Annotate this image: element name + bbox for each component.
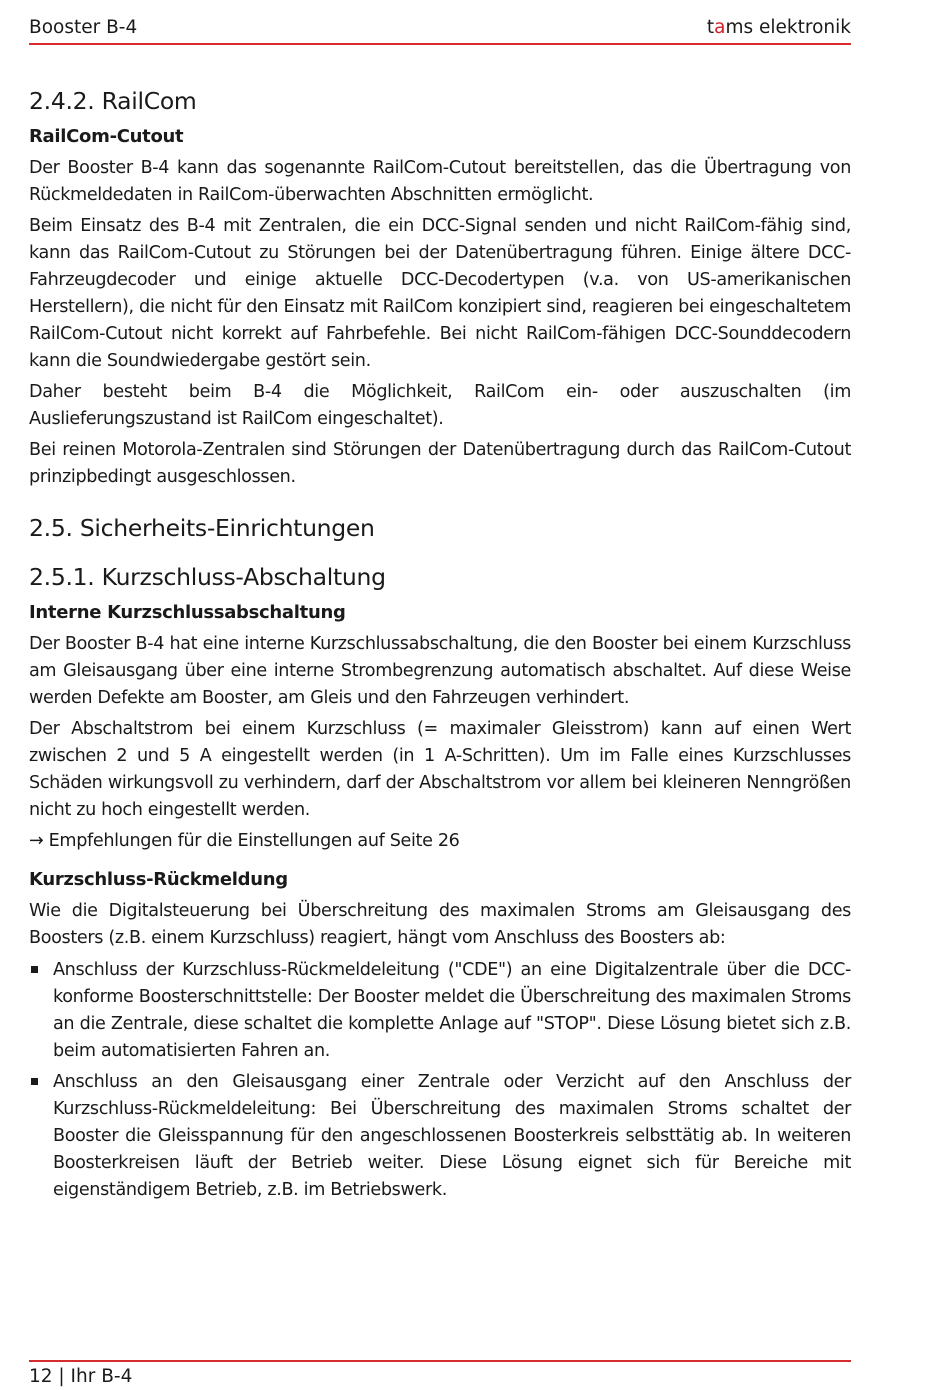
subheading-internal-short-circuit: Interne Kurzschlussabschaltung [29, 602, 346, 623]
page-reference: → Empfehlungen für die Einstellungen auf Seite 26 [29, 831, 460, 851]
header-divider [29, 43, 851, 45]
page-header [29, 14, 851, 42]
page-content [29, 84, 851, 1208]
section-heading-safety: 2.5. Sicherheits-Einrichtungen [29, 514, 375, 542]
company-name [707, 14, 851, 42]
paragraph: Beim Einsatz des B-4 mit Zentralen, die ein DCC-Signal senden und nicht RailCom-fähig sind, kann das RailCom-Cutout zu Störungen bei der Datenübertragung führen. Einige ältere DCC-Fahrzeugdecoder und einige aktuelle DCC-Decodertypen (v.a. von US-amerikanischen Herstellern), die nicht für den Einsatz mit RailCom konzipiert sind, reagieren bei eingeschaltetem RailCom-Cutout nicht korrekt auf Fahrbefehle. Bei nicht RailCom-fähigen DCC-Sounddecodern kann die Soundwiedergabe gestört sein. [29, 216, 851, 371]
footer-divider [29, 1360, 851, 1362]
subheading-short-circuit-feedback: Kurzschluss-Rückmeldung [29, 869, 288, 890]
company-name-part: t [706, 17, 715, 38]
bullet-list [29, 957, 851, 1204]
subheading-railcom-cutout: RailCom-Cutout [29, 126, 184, 147]
page-number: 12 | Ihr B-4 [29, 1366, 133, 1387]
list-item-text: Anschluss der Kurzschluss-Rückmeldeleitung ("CDE") an eine Digitalzentrale über die DCC-konforme Boosterschnittstelle: Der Booster meldet die Überschreitung des maximalen Stroms an die Zentrale, diese schaltet die komplette Anlage auf "STOP". Diese Lösung bietet sich z.B. beim automatisierten Fahren an. [53, 960, 851, 1061]
square-bullet-icon [31, 966, 38, 973]
paragraph: Der Abschaltstrom bei einem Kurzschluss (= maximaler Gleisstrom) kann auf einen Wert zwischen 2 und 5 A eingestellt werden (in 1 A-Schritten). Um im Falle eines Kurzschlusses Schäden wirkungsvoll zu verhindern, darf der Abschaltstrom vor allem bei kleineren Nenngrößen nicht zu hoch eingestellt werden. [29, 719, 851, 820]
company-name-accent-letter: a [714, 17, 726, 38]
list-item-text: Anschluss an den Gleisausgang einer Zentrale oder Verzicht auf den Anschluss der Kurzschluss-Rückmeldeleitung: Bei Überschreitung des maximalen Stroms schaltet der Booster die Gleisspannung für den angeschlossenen Boosterkreis selbsttätig ab. In weiteren Boosterkreisen läuft der Betrieb weiter. Diese Lösung eignet sich für Bereiche mit eigenständigem Betrieb, z.B. im Betriebswerk. [53, 1072, 851, 1200]
list-item [29, 1069, 851, 1204]
paragraph: Bei reinen Motorola-Zentralen sind Störungen der Datenübertragung durch das RailCom-Cutout prinzipbedingt ausgeschlossen. [29, 440, 851, 487]
document-title: Booster B-4 [29, 17, 138, 38]
company-name-part: ms elektronik [725, 17, 851, 38]
paragraph: Daher besteht beim B-4 die Möglichkeit, RailCom ein- oder auszuschalten (im Auslieferungszustand ist RailCom eingeschaltet). [29, 382, 851, 429]
list-item [29, 957, 851, 1065]
paragraph: Der Booster B-4 hat eine interne Kurzschlussabschaltung, die den Booster bei einem Kurzschluss am Gleisausgang über eine interne Strombegrenzung automatisch abschaltet. Auf diese Weise werden Defekte am Booster, am Gleis und den Fahrzeugen verhindert. [29, 634, 851, 708]
paragraph: Wie die Digitalsteuerung bei Überschreitung des maximalen Stroms am Gleisausgang des Boosters (z.B. einem Kurzschluss) reagiert, hängt vom Anschluss des Boosters ab: [29, 901, 851, 948]
paragraph: Der Booster B-4 kann das sogenannte RailCom-Cutout bereitstellen, das die Übertragung von Rückmeldedaten in RailCom-überwachten Abschnitten ermöglicht. [29, 158, 851, 205]
section-heading-railcom: 2.4.2. RailCom [29, 87, 197, 115]
section-heading-short-circuit: 2.5.1. Kurzschluss-Abschaltung [29, 563, 386, 591]
square-bullet-icon [31, 1078, 38, 1085]
